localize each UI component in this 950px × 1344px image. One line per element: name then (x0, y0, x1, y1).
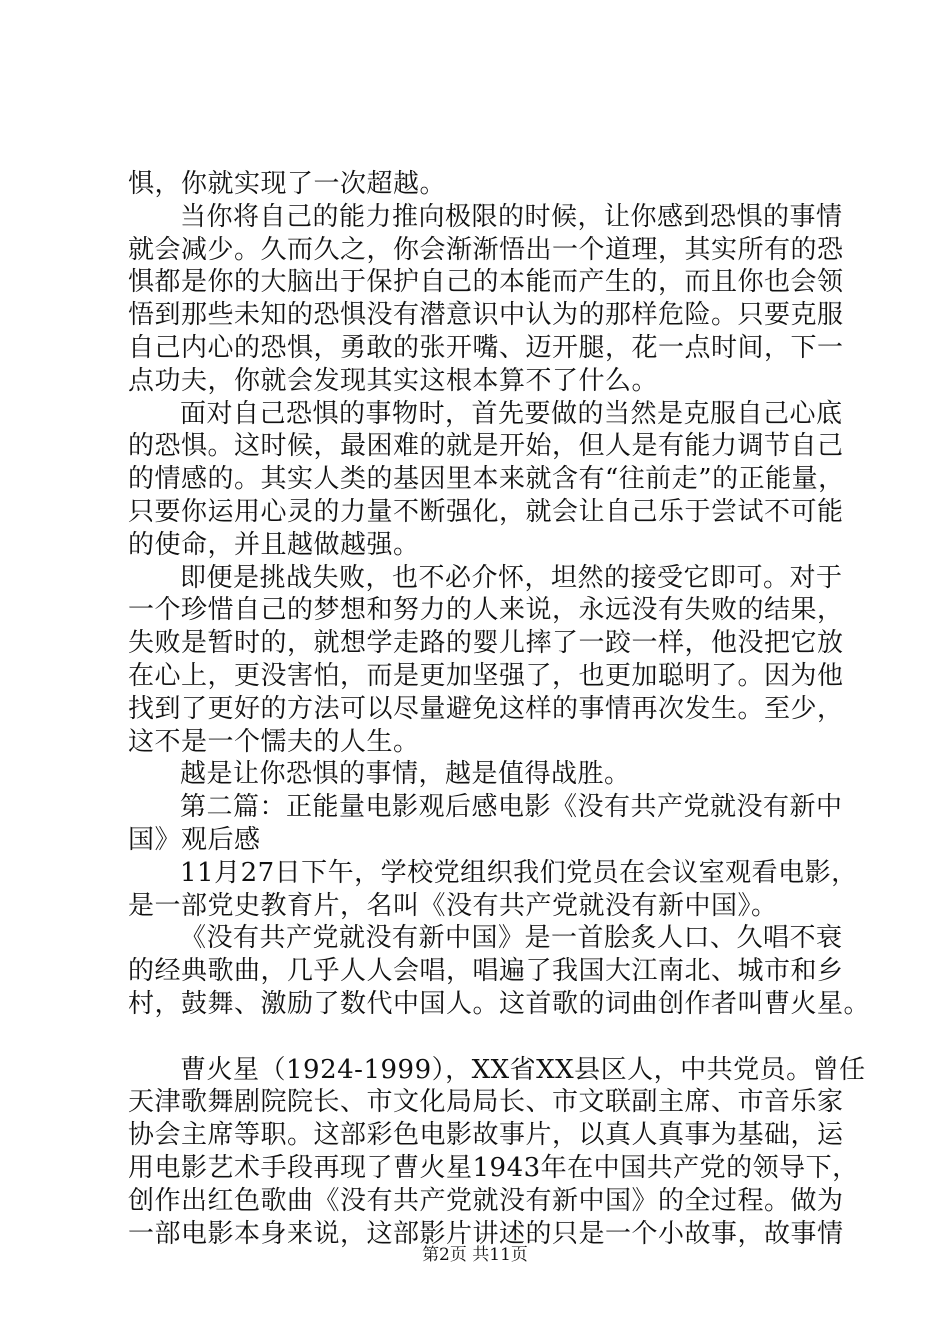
document-body (128, 168, 871, 1250)
text-line: 找到了更好的方法可以尽量避免这样的事情再次发生。至少， (128, 693, 844, 724)
text-line: 这不是一个懦夫的人生。 (128, 726, 420, 757)
text-line: 的经典歌曲，几乎人人会唱，唱遍了我国大江南北、城市和乡 (128, 956, 844, 987)
text-line: 是一部党史教育片，名叫《没有共产党就没有新中国》。 (128, 890, 778, 921)
paragraph-start: 越是让你恐惧的事情，越是值得战胜。 (180, 759, 631, 790)
blank-line (128, 1021, 848, 1054)
text-line: 协会主席等职。这部彩色电影故事片，以真人真事为基础，运 (128, 1120, 844, 1151)
text-line: 就会减少。久而久之，你会渐渐悟出一个道理，其实所有的恐 (128, 234, 844, 265)
text-line: 用电影艺术手段再现了曹火星1943年在中国共产党的领导下， (128, 1152, 859, 1183)
text-line: 点功夫，你就会发现其实这根本算不了什么。 (128, 365, 659, 396)
text-line: 惧，你就实现了一次超越。 (128, 169, 447, 199)
text-line: 悟到那些未知的恐惧没有潜意识中认为的那样危险。只要克服 (128, 300, 844, 331)
paragraph-start: 面对自己恐惧的事物时，首先要做的当然是克服自己心底 (180, 398, 843, 429)
text-line: 只要你运用心灵的力量不断强化，就会让自己乐于尝试不可能 (128, 496, 844, 527)
text-line: 在心上，更没害怕，而是更加坚强了，也更加聪明了。因为他 (128, 660, 844, 691)
text-line: 的情感的。其实人类的基因里本来就含有“往前走”的正能量， (128, 464, 845, 495)
paragraph-start: 曹火星（1924-1999），XX省XX县区人，中共党员。曾任 (180, 1054, 866, 1085)
paragraph-start: 当你将自己的能力推向极限的时候，让你感到恐惧的事情 (180, 201, 843, 232)
text-line: 的使命，并且越做越强。 (128, 529, 420, 560)
paragraph-start: 即便是挑战失败，也不必介怀，坦然的接受它即可。对于 (180, 562, 843, 593)
text-line: 创作出红色歌曲《没有共产党就没有新中国》的全过程。做为 (128, 1185, 844, 1216)
text-line: 失败是暂时的，就想学走路的婴儿摔了一跤一样，他没把它放 (128, 628, 844, 659)
text-line: 自己内心的恐惧，勇敢的张开嘴、迈开腿，花一点时间，下一 (128, 332, 844, 363)
section-heading: 第二篇：正能量电影观后感电影《没有共产党就没有新中 (180, 792, 843, 823)
text-line: 村，鼓舞、激励了数代中国人。这首歌的词曲创作者叫曹火星。 (128, 988, 871, 1019)
page-footer: 第2页 共11页 (422, 1245, 528, 1265)
text-line: 一个珍惜自己的梦想和努力的人来说，永远没有失败的结果， (128, 595, 844, 626)
text-line: 天津歌舞剧院院长、市文化局局长、市文联副主席、市音乐家 (128, 1087, 844, 1118)
paragraph-start: 《没有共产党就没有新中国》是一首脍炙人口、久唱不衰 (180, 923, 843, 954)
section-heading-continued: 国》观后感 (128, 824, 261, 855)
paragraph-start: 11月27日下午，学校党组织我们党员在会议室观看电影， (180, 857, 858, 888)
text-line: 一部电影本身来说，这部影片讲述的只是一个小故事，故事情 (128, 1218, 844, 1249)
text-line: 惧都是你的大脑出于保护自己的本能而产生的，而且你也会领 (128, 267, 844, 298)
text-line: 的恐惧。这时候，最困难的就是开始，但人是有能力调节自己 (128, 431, 844, 462)
